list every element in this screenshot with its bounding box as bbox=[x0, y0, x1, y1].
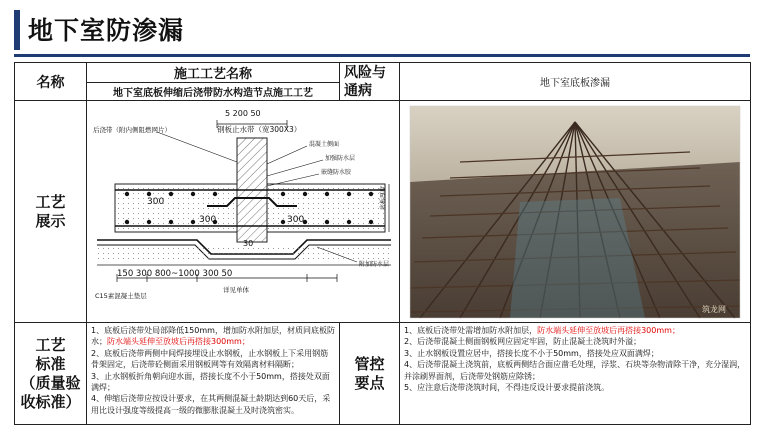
standard-label-line4: 收标准） bbox=[20, 392, 81, 411]
title-bar bbox=[0, 0, 760, 58]
label-dim-300c: 300 bbox=[287, 214, 305, 225]
label-bottom-dims: 150 300 800~1000 300 50 bbox=[117, 268, 233, 279]
process-name-value-cell bbox=[87, 83, 340, 101]
control-label-line2: 要点 bbox=[354, 373, 385, 392]
construction-drawing-cell bbox=[87, 101, 400, 323]
control-item: 5、应注意后浇带浇筑时间，不得违反设计要求提前浇筑。 bbox=[404, 383, 610, 393]
name-label-cell bbox=[15, 63, 87, 101]
standard-item: 2、底板后浇带两侧中间焊接埋设止水钢板，止水钢板上下采用钢筋骨架固定，后浇带砼侧面采用钢板网等有效隔离材料隔断； bbox=[91, 348, 329, 370]
page-title: 地下室防渗漏 bbox=[28, 16, 185, 45]
site-photo bbox=[400, 102, 750, 322]
control-item: 1、底板后浇带处需增加防水附加层，防水端头延伸至放坡后再搭接300mm； bbox=[404, 326, 680, 335]
risk-label-line2: 通病 bbox=[344, 82, 372, 99]
label-waterstop: 钢板止水带（宽300X3） bbox=[217, 124, 302, 134]
process-name-label: 施工工艺名称 bbox=[173, 67, 252, 82]
process-name-value: 地下室底板伸缩后浇带防水构造节点施工工艺 bbox=[113, 88, 313, 99]
site-photo-cell bbox=[400, 101, 751, 323]
display-label-cell bbox=[15, 101, 87, 323]
standard-label-line3: （质量验 bbox=[20, 373, 81, 392]
construction-detail-drawing bbox=[87, 102, 399, 322]
label-bottom-note: 详见单体 bbox=[223, 285, 249, 294]
risk-label-cell bbox=[340, 63, 400, 101]
control-highlight: 防水端头延伸至放坡后再搭接300mm； bbox=[537, 326, 680, 335]
label-side-note: 附加防水层 bbox=[359, 260, 390, 268]
label-top-dim: 5 200 50 bbox=[225, 108, 261, 118]
control-text-cell bbox=[400, 323, 751, 425]
control-label-cell bbox=[340, 323, 400, 425]
photo-watermark: 筑龙网 bbox=[702, 304, 726, 314]
risk-value-cell bbox=[400, 63, 751, 101]
standard-item: 4、伸缩后浇带应按设计要求，在其两侧混凝土龄期达到60天后，采用比设计强度等级提高一级的微膨胀混凝土及时浇筑密实。 bbox=[91, 394, 331, 415]
label-rebar: 加强防水层 bbox=[325, 154, 356, 162]
control-item: 3、止水钢板设置应居中，搭接长度不小于50mm，搭接处应双面满焊； bbox=[404, 348, 659, 358]
display-label-line2: 展示 bbox=[35, 211, 66, 230]
label-floor: 底板厚度 bbox=[380, 185, 387, 210]
risk-value: 地下室底板渗漏 bbox=[540, 78, 610, 89]
label-sealant: 嵌缝防水胶 bbox=[321, 168, 352, 176]
process-name-label-cell bbox=[87, 63, 340, 83]
label-c15: C15素混凝土垫层 bbox=[95, 291, 147, 300]
standard-label-line2: 标准 bbox=[35, 354, 66, 373]
title-underline bbox=[14, 54, 750, 57]
label-dim-30: 30 bbox=[243, 238, 254, 248]
risk-label-line1: 风险与 bbox=[344, 64, 386, 81]
standard-text-cell bbox=[87, 323, 340, 425]
control-item: 4、后浇带混凝土浇筑前，底板两侧结合面应凿毛处理，浮浆、石块等杂物清除干净，充分湿润，并涂刷界面剂，后浇带处钢筋应除锈； bbox=[404, 360, 746, 381]
label-dim-300b: 300 bbox=[199, 214, 217, 225]
label-postpour: 后浇带（附内侧阻燃网片） bbox=[93, 125, 171, 134]
process-table bbox=[14, 62, 751, 425]
standard-label-cell bbox=[15, 323, 87, 425]
standard-item: 1、底板后浇带处局部降低150mm，增加防水附加层，材质同底板防水；防水端头延伸至放坡后再搭接300mm； bbox=[91, 326, 335, 347]
standard-highlight: 防水端头延伸至放坡后再搭接300mm； bbox=[107, 337, 250, 347]
label-dim-300a: 300 bbox=[147, 196, 165, 207]
standard-label-line1: 工艺 bbox=[35, 335, 66, 354]
standard-item: 3、止水钢板折角朝向迎水面，搭接长度不小于50mm，搭接处双面满焊； bbox=[91, 371, 330, 393]
control-item: 2、后浇带混凝土侧面钢板网应固定牢固，防止混凝土浇筑时外溢； bbox=[404, 337, 642, 347]
name-label: 名称 bbox=[36, 74, 65, 91]
display-label-line1: 工艺 bbox=[35, 192, 66, 211]
label-concrete: 混凝土侧面 bbox=[309, 140, 340, 148]
title-accent-bar bbox=[14, 10, 20, 50]
control-label-line1: 管控 bbox=[354, 354, 385, 373]
